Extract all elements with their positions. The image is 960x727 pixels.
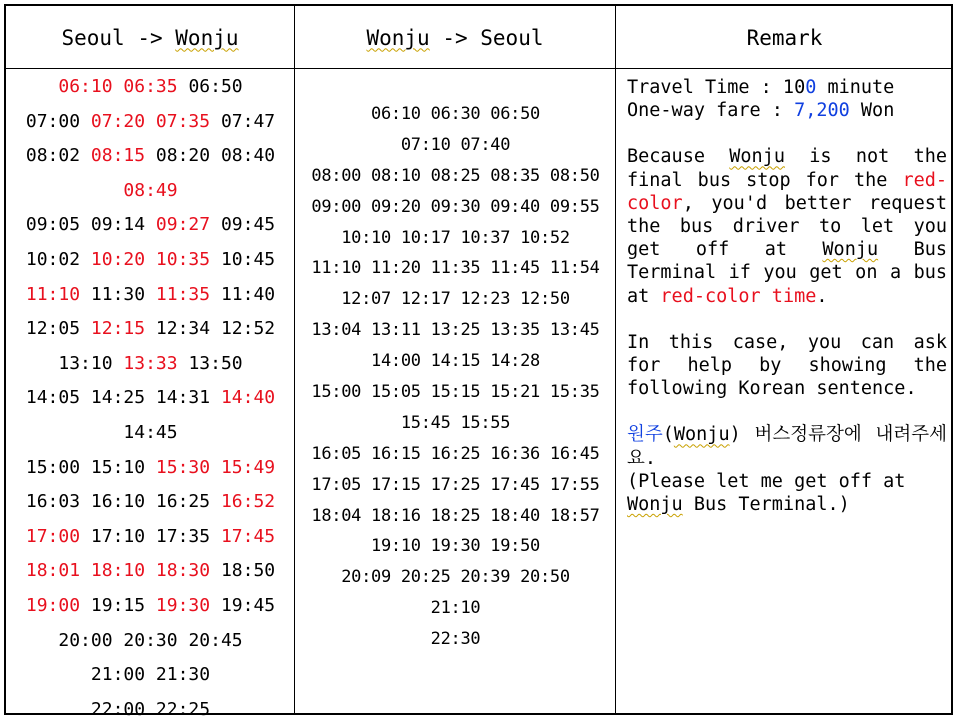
wonju-to-seoul-times [296, 99, 615, 655]
time-row [296, 284, 615, 315]
departure-time: 07:10 [400, 134, 451, 155]
english-translation: (Please let me get off at Wonju Bus Terminal.) [627, 470, 906, 516]
time-row [296, 315, 615, 346]
departure-time: 07:40 [460, 134, 511, 155]
departure-time: 14:15 [430, 351, 481, 372]
time-row [296, 624, 615, 655]
departure-time: 15:00 [311, 382, 362, 403]
departure-time: 17:10 [90, 525, 146, 547]
departure-time: 11:35 [430, 258, 481, 279]
departure-time: 21:30 [155, 664, 211, 686]
departure-time: 22:00 [90, 698, 146, 720]
departure-time: 12:07 [341, 289, 391, 310]
departure-time: 10:02 [25, 248, 81, 270]
time-row [296, 346, 615, 377]
departure-time: 11:20 [371, 258, 421, 279]
departure-time: 13:10 [58, 352, 113, 374]
header-wonju-word: Wonju [175, 25, 239, 50]
time-row [296, 99, 615, 130]
departure-time: 21:10 [430, 598, 481, 619]
departure-time: 20:45 [188, 629, 243, 651]
departure-time: 16:10 [90, 491, 146, 513]
departure-time: 11:54 [549, 258, 600, 279]
departure-time: 19:30 [155, 594, 211, 616]
time-row [296, 531, 615, 562]
time-row [6, 624, 295, 659]
departure-time: 20:09 [341, 567, 391, 588]
departure-time: 18:40 [490, 505, 540, 526]
departure-time: 07:35 [155, 110, 211, 132]
departure-time: 10:17 [400, 227, 451, 248]
time-row [6, 278, 295, 313]
departure-time: 15:10 [90, 456, 146, 478]
departure-time: 10:52 [520, 227, 570, 248]
departure-time: 15:30 [155, 456, 211, 478]
departure-time: 08:25 [430, 165, 481, 186]
time-row [6, 312, 295, 347]
departure-time: 18:01 [25, 560, 81, 582]
departure-time: 19:15 [90, 594, 146, 616]
departure-time: 17:15 [371, 474, 421, 495]
time-row [6, 520, 295, 555]
departure-time: 07:47 [220, 110, 276, 132]
time-row [296, 501, 615, 532]
departure-time: 12:05 [25, 318, 81, 340]
departure-time: 18:16 [371, 505, 421, 526]
departure-time: 11:10 [311, 258, 362, 279]
departure-time: 20:30 [123, 629, 178, 651]
departure-time: 14:00 [371, 351, 421, 372]
time-row [6, 347, 295, 382]
departure-time: 08:35 [490, 165, 540, 186]
departure-time: 15:15 [430, 382, 481, 403]
time-row [296, 377, 615, 408]
departure-time: 20:50 [520, 567, 570, 588]
travel-time: Travel Time : 100 minute [627, 77, 895, 98]
departure-time: 14:40 [220, 387, 276, 409]
departure-time: 20:00 [58, 629, 113, 651]
departure-time: 14:45 [123, 421, 178, 443]
departure-time: 19:10 [371, 536, 421, 557]
time-row [296, 192, 615, 223]
departure-time: 09:05 [25, 214, 81, 236]
korean-sentence: 원주(Wonju) 버스정류장에 내려주세요. [627, 424, 947, 469]
departure-time: 08:49 [123, 179, 178, 201]
departure-time: 15:55 [460, 412, 511, 433]
departure-time: 08:02 [25, 145, 81, 167]
departure-time: 10:45 [220, 248, 276, 270]
time-row [296, 439, 615, 470]
departure-time: 11:45 [490, 258, 540, 279]
time-row [6, 589, 295, 624]
departure-time: 20:25 [400, 567, 451, 588]
time-row [6, 174, 295, 209]
departure-time: 09:30 [430, 196, 481, 217]
header-remark [616, 6, 953, 69]
departure-time: 10:10 [341, 227, 391, 248]
departure-time: 13:25 [430, 320, 481, 341]
departure-time: 18:57 [549, 505, 600, 526]
departure-time: 16:36 [490, 443, 540, 464]
departure-time: 13:04 [311, 320, 362, 341]
departure-time: 16:25 [430, 443, 481, 464]
departure-time: 15:05 [371, 382, 421, 403]
time-row [296, 130, 615, 161]
one-way-fare: One-way fare : 7,200 Won [627, 100, 895, 122]
time-row [6, 105, 295, 140]
departure-time: 17:35 [155, 525, 211, 547]
time-row [6, 693, 295, 727]
time-row [6, 451, 295, 486]
departure-time: 17:45 [490, 474, 540, 495]
departure-time: 17:25 [430, 474, 481, 495]
departure-time: 13:33 [123, 352, 178, 374]
departure-time: 09:00 [311, 196, 362, 217]
time-row [6, 416, 295, 451]
departure-time: 06:50 [188, 76, 243, 97]
header-wonju-word: Wonju [366, 25, 430, 50]
time-row [296, 223, 615, 254]
departure-time: 18:50 [220, 560, 276, 582]
departure-time: 15:35 [549, 382, 600, 403]
departure-time: 10:20 [90, 248, 146, 270]
departure-time: 08:15 [90, 145, 146, 167]
departure-time: 09:40 [490, 196, 540, 217]
departure-time: 19:00 [25, 594, 81, 616]
departure-time: 12:15 [90, 318, 146, 340]
time-row [296, 253, 615, 284]
departure-time: 09:20 [371, 196, 421, 217]
departure-time: 13:11 [371, 320, 421, 341]
departure-time: 08:50 [549, 165, 600, 186]
departure-time: 16:45 [549, 443, 600, 464]
departure-time: 12:50 [520, 289, 570, 310]
departure-time: 17:45 [220, 525, 276, 547]
departure-time: 14:31 [155, 387, 211, 409]
departure-time: 15:00 [25, 456, 81, 478]
departure-time: 09:27 [155, 214, 211, 236]
departure-time: 19:30 [430, 536, 481, 557]
departure-time: 22:25 [155, 698, 211, 720]
departure-time: 08:00 [311, 165, 362, 186]
time-row [296, 562, 615, 593]
departure-time: 19:50 [490, 536, 540, 557]
departure-time: 13:45 [549, 320, 600, 341]
travel-time-value: 0 [805, 77, 817, 98]
departure-time: 11:40 [220, 283, 276, 305]
departure-time: 16:52 [220, 491, 276, 513]
time-row [6, 70, 295, 105]
departure-time: 17:05 [311, 474, 362, 495]
departure-time: 14:25 [90, 387, 146, 409]
time-row [6, 658, 295, 693]
seoul-to-wonju-times [6, 70, 295, 727]
time-row [6, 208, 295, 243]
departure-time: 18:30 [155, 560, 211, 582]
departure-time: 11:10 [25, 283, 81, 305]
header-wonju-seoul [295, 6, 615, 69]
departure-time: 07:00 [25, 110, 81, 132]
departure-time: 16:15 [371, 443, 421, 464]
departure-time: 08:40 [220, 145, 276, 167]
remark-text [627, 76, 947, 516]
departure-time: 10:35 [155, 248, 211, 270]
departure-time: 13:50 [188, 352, 243, 374]
departure-time: 06:30 [430, 104, 481, 124]
departure-time: 06:35 [123, 76, 178, 97]
departure-time: 10:37 [460, 227, 511, 248]
departure-time: 17:00 [25, 525, 81, 547]
departure-time: 06:10 [58, 76, 113, 97]
remark-paragraph-2: In this case, you can ask for help by showing the following Korean sentence. [627, 331, 947, 400]
time-row [6, 381, 295, 416]
remark-paragraph-1: Because Wonju is not the final bus stop for the red-color, you'd better request the bus driver to let you get off at Wonju Bus Terminal if you get on a bus at red-color time. [627, 146, 947, 307]
departure-time: 08:20 [155, 145, 211, 167]
departure-time: 20:39 [460, 567, 511, 588]
departure-time: 18:10 [90, 560, 146, 582]
departure-time: 09:14 [90, 214, 146, 236]
time-row [6, 554, 295, 589]
departure-time: 12:52 [220, 318, 276, 340]
header-seoul-wonju-text: Seoul -> Wonju [61, 25, 239, 50]
departure-time: 09:55 [549, 196, 600, 217]
departure-time: 22:30 [430, 629, 481, 650]
departure-time: 18:25 [430, 505, 481, 526]
departure-time: 12:17 [400, 289, 451, 310]
departure-time: 12:23 [460, 289, 511, 310]
time-row [296, 593, 615, 624]
departure-time: 08:10 [371, 165, 421, 186]
departure-time: 19:45 [220, 594, 276, 616]
departure-time: 11:30 [90, 283, 146, 305]
time-row [296, 408, 615, 439]
departure-time: 15:45 [400, 412, 451, 433]
departure-time: 21:00 [90, 664, 146, 686]
departure-time: 14:05 [25, 387, 81, 409]
column-divider [615, 6, 616, 713]
time-row [6, 139, 295, 174]
departure-time: 15:49 [220, 456, 276, 478]
departure-time: 06:50 [490, 104, 540, 124]
header-wonju-seoul-text: Wonju -> Seoul [366, 25, 544, 50]
departure-time: 16:25 [155, 491, 211, 513]
departure-time: 06:10 [371, 104, 421, 124]
timetable-grid [4, 4, 953, 720]
departure-time: 15:21 [490, 382, 540, 403]
departure-time: 09:45 [220, 214, 276, 236]
departure-time: 16:05 [311, 443, 362, 464]
departure-time: 14:28 [490, 351, 540, 372]
departure-time: 07:20 [90, 110, 146, 132]
departure-time: 18:04 [311, 505, 362, 526]
header-seoul-wonju [6, 6, 294, 69]
departure-time: 13:35 [490, 320, 540, 341]
time-row [6, 243, 295, 278]
departure-time: 12:34 [155, 318, 211, 340]
time-row [6, 485, 295, 520]
time-row [296, 161, 615, 192]
time-row [296, 470, 615, 501]
fare-value: 7,200 [794, 100, 850, 122]
header-remark-text: Remark [746, 25, 823, 50]
departure-time: 11:35 [155, 283, 211, 305]
departure-time: 16:03 [25, 491, 81, 513]
departure-time: 17:55 [549, 474, 600, 495]
